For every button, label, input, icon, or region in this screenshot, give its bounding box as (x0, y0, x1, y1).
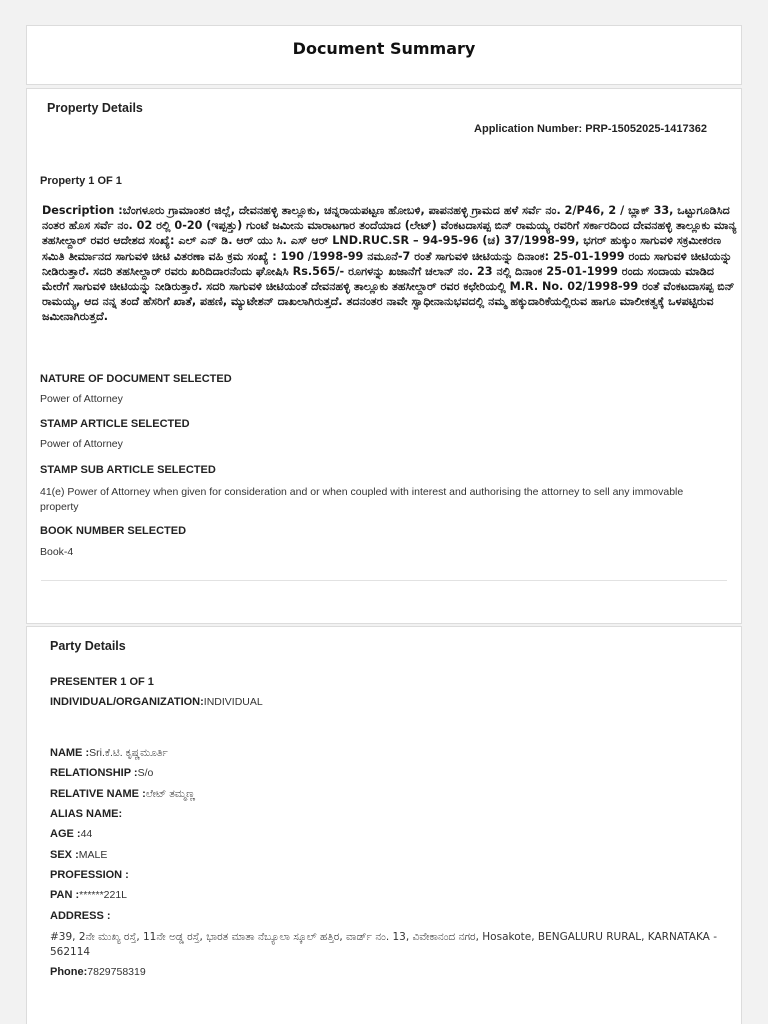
relative-name-value: ಲೇಟ್ ತಮ್ಮಣ್ಣ (145, 788, 196, 800)
book-number-label: BOOK NUMBER SELECTED (40, 525, 187, 537)
relative-name-row (50, 788, 195, 801)
page-title: Document Summary (292, 39, 476, 58)
phone-value: 7829758319 (87, 966, 146, 978)
org-type-row (50, 696, 263, 708)
pan-label: PAN : (50, 889, 80, 901)
nature-of-document-label: NATURE OF DOCUMENT SELECTED (40, 373, 232, 385)
party-section-title: Party Details (50, 639, 126, 653)
relative-name-label: RELATIVE NAME : (50, 788, 146, 800)
party-details-card (26, 626, 742, 1024)
sex-row (50, 849, 107, 861)
age-row (50, 828, 92, 840)
relationship-value: S/o (137, 767, 154, 779)
phone-label: Phone: (50, 966, 88, 978)
section-divider (41, 580, 727, 581)
application-number (474, 123, 707, 135)
org-type-label: INDIVIDUAL/ORGANIZATION: (50, 696, 204, 708)
property-section-title: Property Details (47, 101, 143, 115)
book-number-value: Book-4 (40, 546, 74, 558)
age-label: AGE : (50, 828, 81, 840)
phone-row (50, 966, 146, 978)
nature-of-document-value: Power of Attorney (40, 393, 123, 405)
age-value: 44 (80, 828, 93, 840)
description-label: Description : (42, 204, 123, 217)
application-number-label: Application Number: (474, 123, 586, 135)
name-row (50, 747, 168, 760)
presenter-counter: PRESENTER 1 OF 1 (50, 676, 154, 688)
title-card (26, 25, 742, 85)
description-text: ಬೆಂಗಳೂರು ಗ್ರಾಮಾಂತರ ಜಿಲ್ಲೆ, ದೇವನಹಳ್ಳಿ ತಾಲ್ಲೂಕು, ಚನ್ನರಾಯಪಟ್ಟಣ ಹೋಬಳಿ, ಪಾಪನಹಳ್ಳಿ ಗ್ರಾಮದ ಹಳೆ ಸರ್ವೆ ನಂ. 2/P46, 2 / ಬ್ಲಾಕ್ 33, ಒಟ್ಟುಗೂಡಿಸಿದ ನಂತರ ಹೊಸ ಸರ್ವೆ ನಂ. 02 ರಲ್ಲಿ 0-20 (ಇಪ್ಪತ್ತು) ಗುಂಟೆ ಜಮೀನು ಮಾರಾಟಗಾರ ತಂದೆಯಾದ (ಲೇಟ್) ವೆಂಕಟದಾಸಪ್ಪ ಬಿನ್ ರಾಮಯ್ಯ ರವರಿಗೆ ಸರ್ಕಾರದಿಂದ ದೇವನಹಳ್ಳಿ ತಾಲ್ಲೂಕು ಮಾನ್ಯ ತಹಸೀಲ್ದಾರ್ ರವರ ಆದೇಶದ ಸಂಖ್ಯೆ: ಎಲ್ ಎನ್ ಡಿ. ಆರ್ ಯು ಸಿ. ಎಸ್ ಆರ್ LND.RUC.SR – 94-95-96 (ಚ) 37/1998-99, ಭಗರ್ ಹುಕ್ಕುಂ ಸಾಗುವಳಿ ಸಕ್ರಮೀಕರಣ ಸಮಿತಿ ತೀರ್ಮಾನದ ಸಾಗುವಳಿ ಚೀಟಿ ವಿತರಣಾ ವಹಿ ಕ್ರಮ ಸಂಖ್ಯೆ : 190 /1998-99 ನಮೂನೆ-7 ರಂತೆ ಸಾಗುವಳಿ ಚೀಟಿಯನ್ನು ದಿನಾಂಕ: 25-01-1999 ರಂದು ಸಾಗುವಳಿ ಚೀಟಿಯನ್ನು ನೀಡಿರುತ್ತಾರೆ. ಸದರಿ ತಹಸೀಲ್ದಾರ್ ರವರು ಖರಿದಿದಾರನೆಂದು ಘೋಷಿಸಿ Rs.565/- ರೂಗಳನ್ನು ಖಜಾನೆಗೆ ಚಲಾನ್ ನಂ. 23 ನಲ್ಲಿ ದಿನಾಂಕ 25-01-1999 ರಂದು ಸಂದಾಯ ಮಾಡಿದ ಮೇರೆಗೆ ಸಾಗುವಳಿ ಚೀಟಿಯನ್ನು ನೀಡಿರುತ್ತಾರೆ. ಸದರಿ ಸಾಗುವಳಿ ಚೀಟಿಯಂತೆ ದೇವನಹಳ್ಳಿ ತಾಲ್ಲೂಕು ತಹಸೀಲ್ದಾರ್ ರವರ ಕಛೇರಿಯಲ್ಲಿ M.R. No. 02/1998-99 ರಂತೆ ವೆಂಕಟದಾಸಪ್ಪ ಬಿನ್ ರಾಮಯ್ಯ, ಆದ ನನ್ನ ತಂದೆ ಹೆಸರಿಗೆ ಖಾತೆ, ಪಹಣಿ, ಮ್ಯುಟೇಶನ್ ದಾಖಲಾಗಿರುತ್ತದೆ. ತದನಂತರ ನಾವೇ ಸ್ವಾಧೀನಾನುಭವದಲ್ಲಿ ನಮ್ಮ ಹಕ್ಕುದಾರಿಕೆಯಲ್ಲಿರುವ ಹಾಗೂ ಮಾಲೀಕತ್ವಕ್ಕೆ ಒಳಪಟ್ಟಿರುವ ಜಮೀನಾಗಿರುತ್ತದೆ. (42, 204, 737, 324)
alias-name-label: ALIAS NAME: (50, 808, 123, 820)
stamp-sub-article-value: 41(e) Power of Attorney when given for consideration and or when coupled with interest and authorising the attorney to sell any immovable property (40, 486, 684, 513)
property-description (42, 203, 742, 325)
relationship-label: RELATIONSHIP : (50, 767, 138, 779)
pan-row (50, 889, 127, 901)
sex-label: SEX : (50, 849, 79, 861)
stamp-article-label: STAMP ARTICLE SELECTED (40, 418, 190, 430)
profession-label: PROFESSION : (50, 869, 129, 881)
name-label: NAME : (50, 747, 90, 759)
stamp-sub-article-label: STAMP SUB ARTICLE SELECTED (40, 464, 216, 476)
name-value: Sri.ಕೆ.ಟಿ. ಕೃಷ್ಣಮೂರ್ತಿ (89, 747, 168, 759)
profession-row (50, 869, 129, 881)
org-type-value: INDIVIDUAL (203, 696, 263, 708)
pan-value: ******221L (79, 889, 128, 901)
address-label: ADDRESS : (50, 910, 111, 922)
property-details-card (26, 88, 742, 624)
alias-name-row (50, 808, 122, 820)
property-counter: Property 1 OF 1 (40, 175, 122, 187)
application-number-value: PRP-15052025-1417362 (585, 123, 707, 135)
relationship-row (50, 767, 153, 779)
sex-value: MALE (78, 849, 108, 861)
stamp-article-value: Power of Attorney (40, 438, 123, 450)
address-value: #39, 2ನೇ ಮುಖ್ಯ ರಸ್ತೆ, 11ನೇ ಅಡ್ಡ ರಸ್ತೆ, ಭಾರತ ಮಾತಾ ನೆಬ್ಯೂಲಾ ಸ್ಕೂಲ್ ಹತ್ತಿರ, ವಾರ್ಡ್ ನಂ. 13, ವಿವೇಕಾನಂದ ನಗರ, Hosakote, BENGALURU RURAL, KARNATAKA - 562114 (50, 931, 717, 958)
